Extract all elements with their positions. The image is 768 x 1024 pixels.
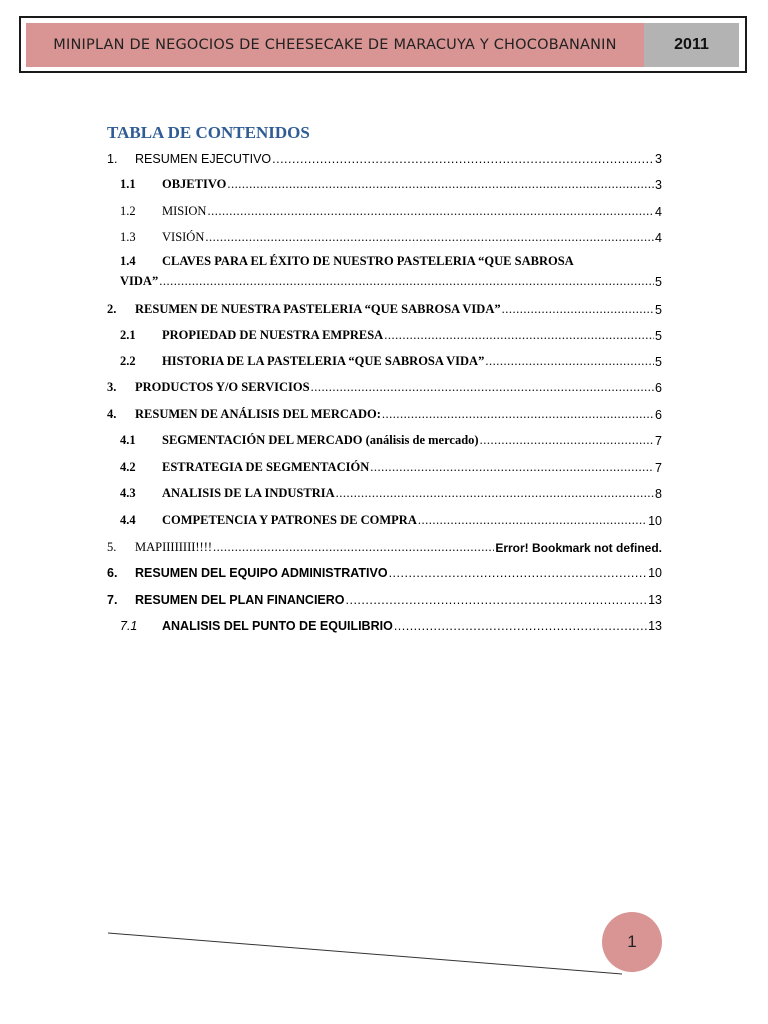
toc-entry-page: 10 [648,514,662,528]
toc-heading: TABLA DE CONTENIDOS [107,123,310,142]
toc-entry-page: 4 [655,205,662,219]
toc-entry-number: 1.4 [120,254,136,268]
document-title: MINIPLAN DE NEGOCIOS DE CHEESECAKE DE MARACUYA Y CHOCOBANANIN [26,23,644,67]
toc-entry-number: 4.4 [120,513,136,527]
toc-entry-number: 4.2 [120,460,136,474]
toc-entry-page: 7 [655,434,662,448]
toc-entry-text: ANALISIS DEL PUNTO DE EQUILIBRIO [162,619,393,633]
toc-entry-number: 7. [107,593,118,607]
toc-entry-error: Error! Bookmark not defined. [495,541,662,555]
toc-entry-number: 2.1 [120,328,136,342]
toc-entry-text: ANALISIS DE LA INDUSTRIA [162,486,335,500]
toc-entry-page: 3 [655,152,662,166]
toc-entry-number: 4.3 [120,486,136,500]
toc-entry-number: 1.2 [120,204,136,218]
toc-entry-page: 4 [655,231,662,245]
toc-entry-number: 4.1 [120,433,136,447]
toc-entry-page: 6 [655,381,662,395]
toc-entry-text: PRODUCTOS Y/O SERVICIOS [135,380,310,394]
toc-entry-text: RESUMEN DEL PLAN FINANCIERO [135,593,345,607]
toc-entry-number: 7.1 [120,619,138,633]
page-number-badge: 1 [602,912,662,972]
toc-entry-number: 5. [107,540,117,554]
toc-entry-text: MAPIIIIIIII!!!! [135,540,213,554]
toc-entry-number: 1. [107,152,118,166]
toc-entry-page: 10 [648,566,662,580]
toc-entry-page: 5 [655,275,662,289]
toc-entry-text: MISION [162,204,207,218]
toc-entry-text: OBJETIVO [162,177,227,191]
toc-entry-number: 3. [107,380,117,394]
toc-entry-page: 3 [655,178,662,192]
toc-entry-text: VISIÓN [162,230,205,244]
toc-entry-page: 13 [648,593,662,607]
toc-entry-number: 4. [107,407,117,421]
toc-entry-text-continued: VIDA” [120,274,159,288]
toc-entry-page: 6 [655,408,662,422]
toc-entry-text: CLAVES PARA EL ÉXITO DE NUESTRO PASTELERIA “QUE SABROSA [162,254,574,268]
toc-entry-number: 1.3 [120,230,136,244]
toc-entry-page: 7 [655,461,662,475]
toc-entry-text: COMPETENCIA Y PATRONES DE COMPRA [162,513,417,527]
toc-entry-text: RESUMEN DE NUESTRA PASTELERIA “QUE SABROSA VIDA” [135,302,501,316]
toc-entry-page: 5 [655,329,662,343]
toc-entry-text: RESUMEN DEL EQUIPO ADMINISTRATIVO [135,566,388,580]
toc-entry-page: 5 [655,355,662,369]
toc-entry-text: ESTRATEGIA DE SEGMENTACIÓN [162,460,370,474]
toc-entry-number: 2. [107,302,117,316]
toc-entry-number: 2.2 [120,354,136,368]
toc-entry-text: PROPIEDAD DE NUESTRA EMPRESA [162,328,384,342]
toc-entry-page: 13 [648,619,662,633]
toc-entry-page: 5 [655,303,662,317]
toc-entry-number: 1.1 [120,177,136,191]
header-year: 2011 [644,23,739,67]
toc-entry-text: RESUMEN EJECUTIVO [135,152,272,166]
toc-entry-text: HISTORIA DE LA PASTELERIA “QUE SABROSA VIDA” [162,354,485,368]
toc-entry-text: SEGMENTACIÓN DEL MERCADO (análisis de mercado) [162,433,479,447]
toc-entry-number: 6. [107,566,118,580]
toc-entry-page: 8 [655,487,662,501]
toc-entry-text: RESUMEN DE ANÁLISIS DEL MERCADO: [135,407,381,421]
